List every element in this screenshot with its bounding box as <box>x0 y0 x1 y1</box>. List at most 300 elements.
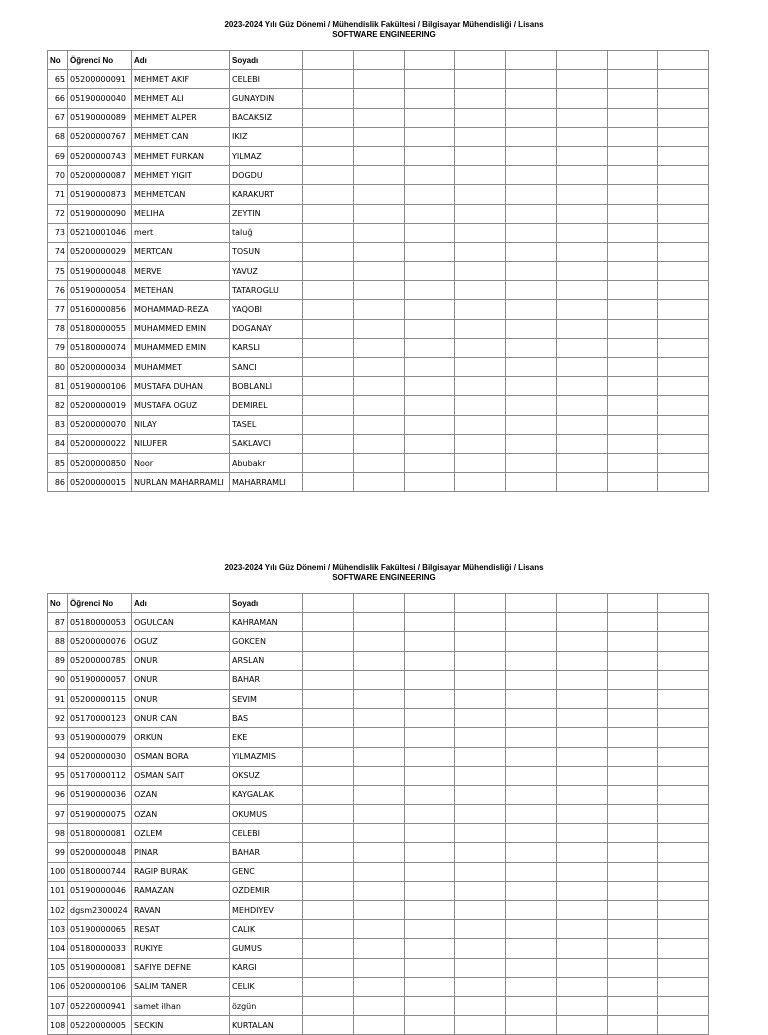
empty-cell <box>506 108 557 127</box>
table-row <box>48 939 709 958</box>
empty-cell <box>353 689 404 708</box>
empty-cell <box>455 1016 506 1035</box>
empty-cell <box>404 843 455 862</box>
empty-cell <box>506 415 557 434</box>
row-number: 102 <box>48 901 68 920</box>
empty-cell <box>404 185 455 204</box>
row-number: 97 <box>48 805 68 824</box>
empty-cell <box>607 415 658 434</box>
table-header-row <box>48 594 709 613</box>
empty-cell <box>404 651 455 670</box>
empty-cell <box>353 766 404 785</box>
empty-column-header <box>607 51 658 70</box>
empty-column-header <box>556 594 607 613</box>
student-number: 05190000075 <box>68 805 132 824</box>
table-row <box>48 901 709 920</box>
empty-cell <box>607 377 658 396</box>
row-number: 103 <box>48 920 68 939</box>
empty-cell <box>353 728 404 747</box>
empty-cell <box>556 108 607 127</box>
student-surname: TASEL <box>230 415 303 434</box>
empty-cell <box>303 862 354 881</box>
empty-cell <box>506 281 557 300</box>
student-name: MEHMET CAN <box>132 127 230 146</box>
empty-cell <box>506 728 557 747</box>
table-row <box>48 977 709 996</box>
empty-cell <box>607 358 658 377</box>
empty-cell <box>556 396 607 415</box>
student-number: 05190000057 <box>68 670 132 689</box>
empty-cell <box>658 785 709 804</box>
student-number: 05210001046 <box>68 223 132 242</box>
empty-cell <box>455 920 506 939</box>
student-surname: SANCI <box>230 358 303 377</box>
empty-cell <box>658 709 709 728</box>
student-surname: BOBLANLI <box>230 377 303 396</box>
empty-cell <box>303 632 354 651</box>
table-row <box>48 146 709 165</box>
empty-cell <box>658 70 709 89</box>
empty-cell <box>303 89 354 108</box>
row-number: 101 <box>48 881 68 900</box>
student-number: 05190000106 <box>68 377 132 396</box>
row-number: 77 <box>48 300 68 319</box>
empty-cell <box>303 185 354 204</box>
empty-cell <box>455 805 506 824</box>
table-row <box>48 319 709 338</box>
empty-cell <box>607 766 658 785</box>
table-row <box>48 415 709 434</box>
empty-cell <box>607 728 658 747</box>
empty-cell <box>404 358 455 377</box>
empty-cell <box>404 977 455 996</box>
empty-cell <box>607 996 658 1015</box>
student-name: RESAT <box>132 920 230 939</box>
empty-column-header <box>404 594 455 613</box>
student-name: mert <box>132 223 230 242</box>
empty-cell <box>353 670 404 689</box>
empty-cell <box>556 901 607 920</box>
empty-cell <box>404 166 455 185</box>
empty-cell <box>607 127 658 146</box>
student-name: MUSTAFA OGUZ <box>132 396 230 415</box>
empty-cell <box>658 146 709 165</box>
empty-cell <box>607 862 658 881</box>
empty-cell <box>455 377 506 396</box>
empty-cell <box>506 824 557 843</box>
student-surname: KAHRAMAN <box>230 613 303 632</box>
student-number: 05190000036 <box>68 785 132 804</box>
row-number: 69 <box>48 146 68 165</box>
student-number: 05200000785 <box>68 651 132 670</box>
empty-cell <box>556 766 607 785</box>
empty-cell <box>556 613 607 632</box>
student-number: 05200000087 <box>68 166 132 185</box>
empty-cell <box>404 632 455 651</box>
empty-cell <box>303 146 354 165</box>
empty-cell <box>353 632 404 651</box>
row-number: 71 <box>48 185 68 204</box>
empty-cell <box>353 920 404 939</box>
empty-column-header <box>506 51 557 70</box>
student-name: MEHMET AKIF <box>132 70 230 89</box>
empty-cell <box>404 434 455 453</box>
empty-cell <box>556 70 607 89</box>
table-row <box>48 281 709 300</box>
empty-cell <box>404 1016 455 1035</box>
table-row <box>48 862 709 881</box>
row-number: 96 <box>48 785 68 804</box>
row-number: 65 <box>48 70 68 89</box>
row-number: 108 <box>48 1016 68 1035</box>
empty-cell <box>455 785 506 804</box>
empty-cell <box>506 319 557 338</box>
empty-cell <box>353 1016 404 1035</box>
empty-cell <box>455 728 506 747</box>
student-name: ORKUN <box>132 728 230 747</box>
empty-cell <box>658 977 709 996</box>
row-number: 98 <box>48 824 68 843</box>
empty-cell <box>353 939 404 958</box>
empty-cell <box>404 785 455 804</box>
empty-cell <box>556 824 607 843</box>
row-number: 82 <box>48 396 68 415</box>
student-name: ONUR <box>132 670 230 689</box>
empty-cell <box>353 785 404 804</box>
empty-cell <box>455 824 506 843</box>
student-number: 05170000123 <box>68 709 132 728</box>
empty-cell <box>303 843 354 862</box>
empty-cell <box>303 434 354 453</box>
empty-cell <box>506 805 557 824</box>
empty-cell <box>455 127 506 146</box>
empty-cell <box>658 242 709 261</box>
empty-cell <box>607 920 658 939</box>
empty-cell <box>404 262 455 281</box>
empty-cell <box>658 958 709 977</box>
empty-cell <box>404 108 455 127</box>
empty-column-header <box>303 51 354 70</box>
empty-cell <box>658 805 709 824</box>
student-name: MUHAMMET <box>132 358 230 377</box>
student-surname: BAHAR <box>230 670 303 689</box>
row-number: 78 <box>48 319 68 338</box>
student-surname: MAHARRAMLI <box>230 473 303 492</box>
empty-cell <box>404 670 455 689</box>
student-number: 05180000053 <box>68 613 132 632</box>
student-surname: taluğ <box>230 223 303 242</box>
empty-cell <box>556 881 607 900</box>
row-number: 91 <box>48 689 68 708</box>
empty-cell <box>556 185 607 204</box>
table-row <box>48 262 709 281</box>
table-row <box>48 185 709 204</box>
empty-cell <box>404 377 455 396</box>
empty-cell <box>353 146 404 165</box>
empty-cell <box>303 977 354 996</box>
table-header-row <box>48 51 709 70</box>
empty-cell <box>658 415 709 434</box>
empty-column-header <box>404 51 455 70</box>
empty-cell <box>607 185 658 204</box>
column-header-name: Adı <box>132 51 230 70</box>
empty-cell <box>303 920 354 939</box>
empty-cell <box>607 1016 658 1035</box>
student-name: samet ilhan <box>132 996 230 1015</box>
student-name: MEHMET ALPER <box>132 108 230 127</box>
empty-cell <box>607 242 658 261</box>
empty-cell <box>607 70 658 89</box>
empty-column-header <box>353 594 404 613</box>
empty-cell <box>455 319 506 338</box>
row-number: 104 <box>48 939 68 958</box>
student-surname: DOGDU <box>230 166 303 185</box>
empty-cell <box>404 415 455 434</box>
table-row <box>48 127 709 146</box>
student-name: METEHAN <box>132 281 230 300</box>
table-row <box>48 613 709 632</box>
empty-cell <box>658 223 709 242</box>
column-header-no: No <box>48 594 68 613</box>
student-number: 05190000081 <box>68 958 132 977</box>
empty-cell <box>404 728 455 747</box>
row-number: 86 <box>48 473 68 492</box>
empty-cell <box>658 358 709 377</box>
empty-cell <box>556 632 607 651</box>
empty-cell <box>506 146 557 165</box>
student-name: MEHMET ALI <box>132 89 230 108</box>
empty-cell <box>303 766 354 785</box>
empty-cell <box>506 901 557 920</box>
empty-cell <box>607 281 658 300</box>
row-number: 99 <box>48 843 68 862</box>
empty-cell <box>303 709 354 728</box>
student-name: NILAY <box>132 415 230 434</box>
empty-cell <box>556 89 607 108</box>
empty-cell <box>607 319 658 338</box>
student-name: MEHMET YIGIT <box>132 166 230 185</box>
row-number: 74 <box>48 242 68 261</box>
student-number: 05170000112 <box>68 766 132 785</box>
empty-cell <box>455 358 506 377</box>
empty-cell <box>658 473 709 492</box>
row-number: 66 <box>48 89 68 108</box>
table-row <box>48 785 709 804</box>
row-number: 85 <box>48 453 68 472</box>
empty-cell <box>556 281 607 300</box>
empty-cell <box>353 434 404 453</box>
empty-cell <box>303 689 354 708</box>
empty-cell <box>353 242 404 261</box>
table-row <box>48 1016 709 1035</box>
empty-cell <box>556 996 607 1015</box>
empty-cell <box>353 223 404 242</box>
empty-cell <box>607 805 658 824</box>
row-number: 72 <box>48 204 68 223</box>
empty-cell <box>353 108 404 127</box>
empty-cell <box>353 396 404 415</box>
empty-cell <box>506 747 557 766</box>
student-number: 05200000091 <box>68 70 132 89</box>
empty-cell <box>556 223 607 242</box>
empty-cell <box>506 338 557 357</box>
empty-cell <box>658 747 709 766</box>
empty-cell <box>607 651 658 670</box>
empty-cell <box>455 146 506 165</box>
empty-cell <box>556 747 607 766</box>
empty-cell <box>506 670 557 689</box>
student-name: OZAN <box>132 805 230 824</box>
empty-cell <box>404 453 455 472</box>
empty-cell <box>506 939 557 958</box>
student-surname: YILMAZ <box>230 146 303 165</box>
empty-cell <box>353 958 404 977</box>
empty-cell <box>353 473 404 492</box>
empty-cell <box>303 958 354 977</box>
empty-cell <box>506 1016 557 1035</box>
empty-cell <box>303 127 354 146</box>
student-surname: CELEBI <box>230 824 303 843</box>
student-number: 05190000048 <box>68 262 132 281</box>
empty-cell <box>404 766 455 785</box>
column-header-name: Adı <box>132 594 230 613</box>
empty-cell <box>455 242 506 261</box>
student-surname: CALIK <box>230 920 303 939</box>
empty-cell <box>556 977 607 996</box>
student-name: MUHAMMED EMIN <box>132 338 230 357</box>
empty-cell <box>353 862 404 881</box>
empty-cell <box>404 709 455 728</box>
empty-cell <box>303 319 354 338</box>
student-surname: SEVIM <box>230 689 303 708</box>
empty-column-header <box>658 594 709 613</box>
empty-cell <box>607 939 658 958</box>
student-number: 05220000941 <box>68 996 132 1015</box>
empty-cell <box>556 920 607 939</box>
column-header-no: No <box>48 51 68 70</box>
table-row <box>48 396 709 415</box>
column-header-student-no: Öğrenci No <box>68 51 132 70</box>
empty-cell <box>353 319 404 338</box>
empty-cell <box>658 1016 709 1035</box>
student-name: MERVE <box>132 262 230 281</box>
student-surname: YAQOBI <box>230 300 303 319</box>
empty-cell <box>404 223 455 242</box>
student-surname: ZEYTIN <box>230 204 303 223</box>
empty-cell <box>556 146 607 165</box>
student-name: OZLEM <box>132 824 230 843</box>
empty-cell <box>607 958 658 977</box>
empty-cell <box>658 843 709 862</box>
student-name: SECKIN <box>132 1016 230 1035</box>
empty-cell <box>556 728 607 747</box>
empty-cell <box>506 785 557 804</box>
empty-cell <box>455 300 506 319</box>
student-surname: OKUMUS <box>230 805 303 824</box>
empty-cell <box>303 262 354 281</box>
student-name: MOHAMMAD-REZA <box>132 300 230 319</box>
student-name: MEHMETCAN <box>132 185 230 204</box>
student-name: NILUFER <box>132 434 230 453</box>
empty-cell <box>353 281 404 300</box>
empty-cell <box>556 434 607 453</box>
empty-cell <box>607 747 658 766</box>
empty-cell <box>658 651 709 670</box>
empty-cell <box>658 108 709 127</box>
empty-cell <box>404 338 455 357</box>
table-row <box>48 670 709 689</box>
empty-cell <box>353 300 404 319</box>
student-number: 05180000744 <box>68 862 132 881</box>
empty-cell <box>506 70 557 89</box>
row-number: 79 <box>48 338 68 357</box>
empty-cell <box>607 396 658 415</box>
empty-cell <box>607 709 658 728</box>
empty-cell <box>303 70 354 89</box>
student-number: 05200000850 <box>68 453 132 472</box>
student-surname: GUMUS <box>230 939 303 958</box>
row-number: 100 <box>48 862 68 881</box>
report-subtitle: SOFTWARE ENGINEERING <box>332 573 436 582</box>
table-row <box>48 223 709 242</box>
student-surname: KARGI <box>230 958 303 977</box>
student-surname: KAYGALAK <box>230 785 303 804</box>
student-number: 05190000079 <box>68 728 132 747</box>
student-surname: BAHAR <box>230 843 303 862</box>
empty-cell <box>353 613 404 632</box>
student-name: MERTCAN <box>132 242 230 261</box>
empty-column-header <box>556 51 607 70</box>
row-number: 84 <box>48 434 68 453</box>
empty-cell <box>303 281 354 300</box>
empty-cell <box>658 127 709 146</box>
empty-cell <box>303 166 354 185</box>
empty-cell <box>455 881 506 900</box>
table-row <box>48 958 709 977</box>
empty-cell <box>556 127 607 146</box>
empty-cell <box>658 319 709 338</box>
table-row <box>48 358 709 377</box>
empty-cell <box>607 262 658 281</box>
empty-cell <box>607 453 658 472</box>
empty-cell <box>404 89 455 108</box>
student-name: MUSTAFA DUHAN <box>132 377 230 396</box>
student-surname: OZDEMIR <box>230 881 303 900</box>
empty-cell <box>556 166 607 185</box>
empty-cell <box>658 89 709 108</box>
student-number: 05190000873 <box>68 185 132 204</box>
student-surname: Abubakr <box>230 453 303 472</box>
table-row <box>48 473 709 492</box>
empty-cell <box>455 262 506 281</box>
empty-cell <box>607 166 658 185</box>
empty-cell <box>556 709 607 728</box>
empty-cell <box>506 862 557 881</box>
row-number: 87 <box>48 613 68 632</box>
empty-cell <box>353 881 404 900</box>
student-name: RAVAN <box>132 901 230 920</box>
empty-cell <box>404 805 455 824</box>
empty-cell <box>455 977 506 996</box>
empty-cell <box>506 453 557 472</box>
student-name: RAGIP BURAK <box>132 862 230 881</box>
empty-cell <box>404 901 455 920</box>
roster-section-2 <box>0 563 768 583</box>
empty-cell <box>607 824 658 843</box>
empty-cell <box>556 843 607 862</box>
student-name: ONUR <box>132 651 230 670</box>
empty-column-header <box>455 51 506 70</box>
